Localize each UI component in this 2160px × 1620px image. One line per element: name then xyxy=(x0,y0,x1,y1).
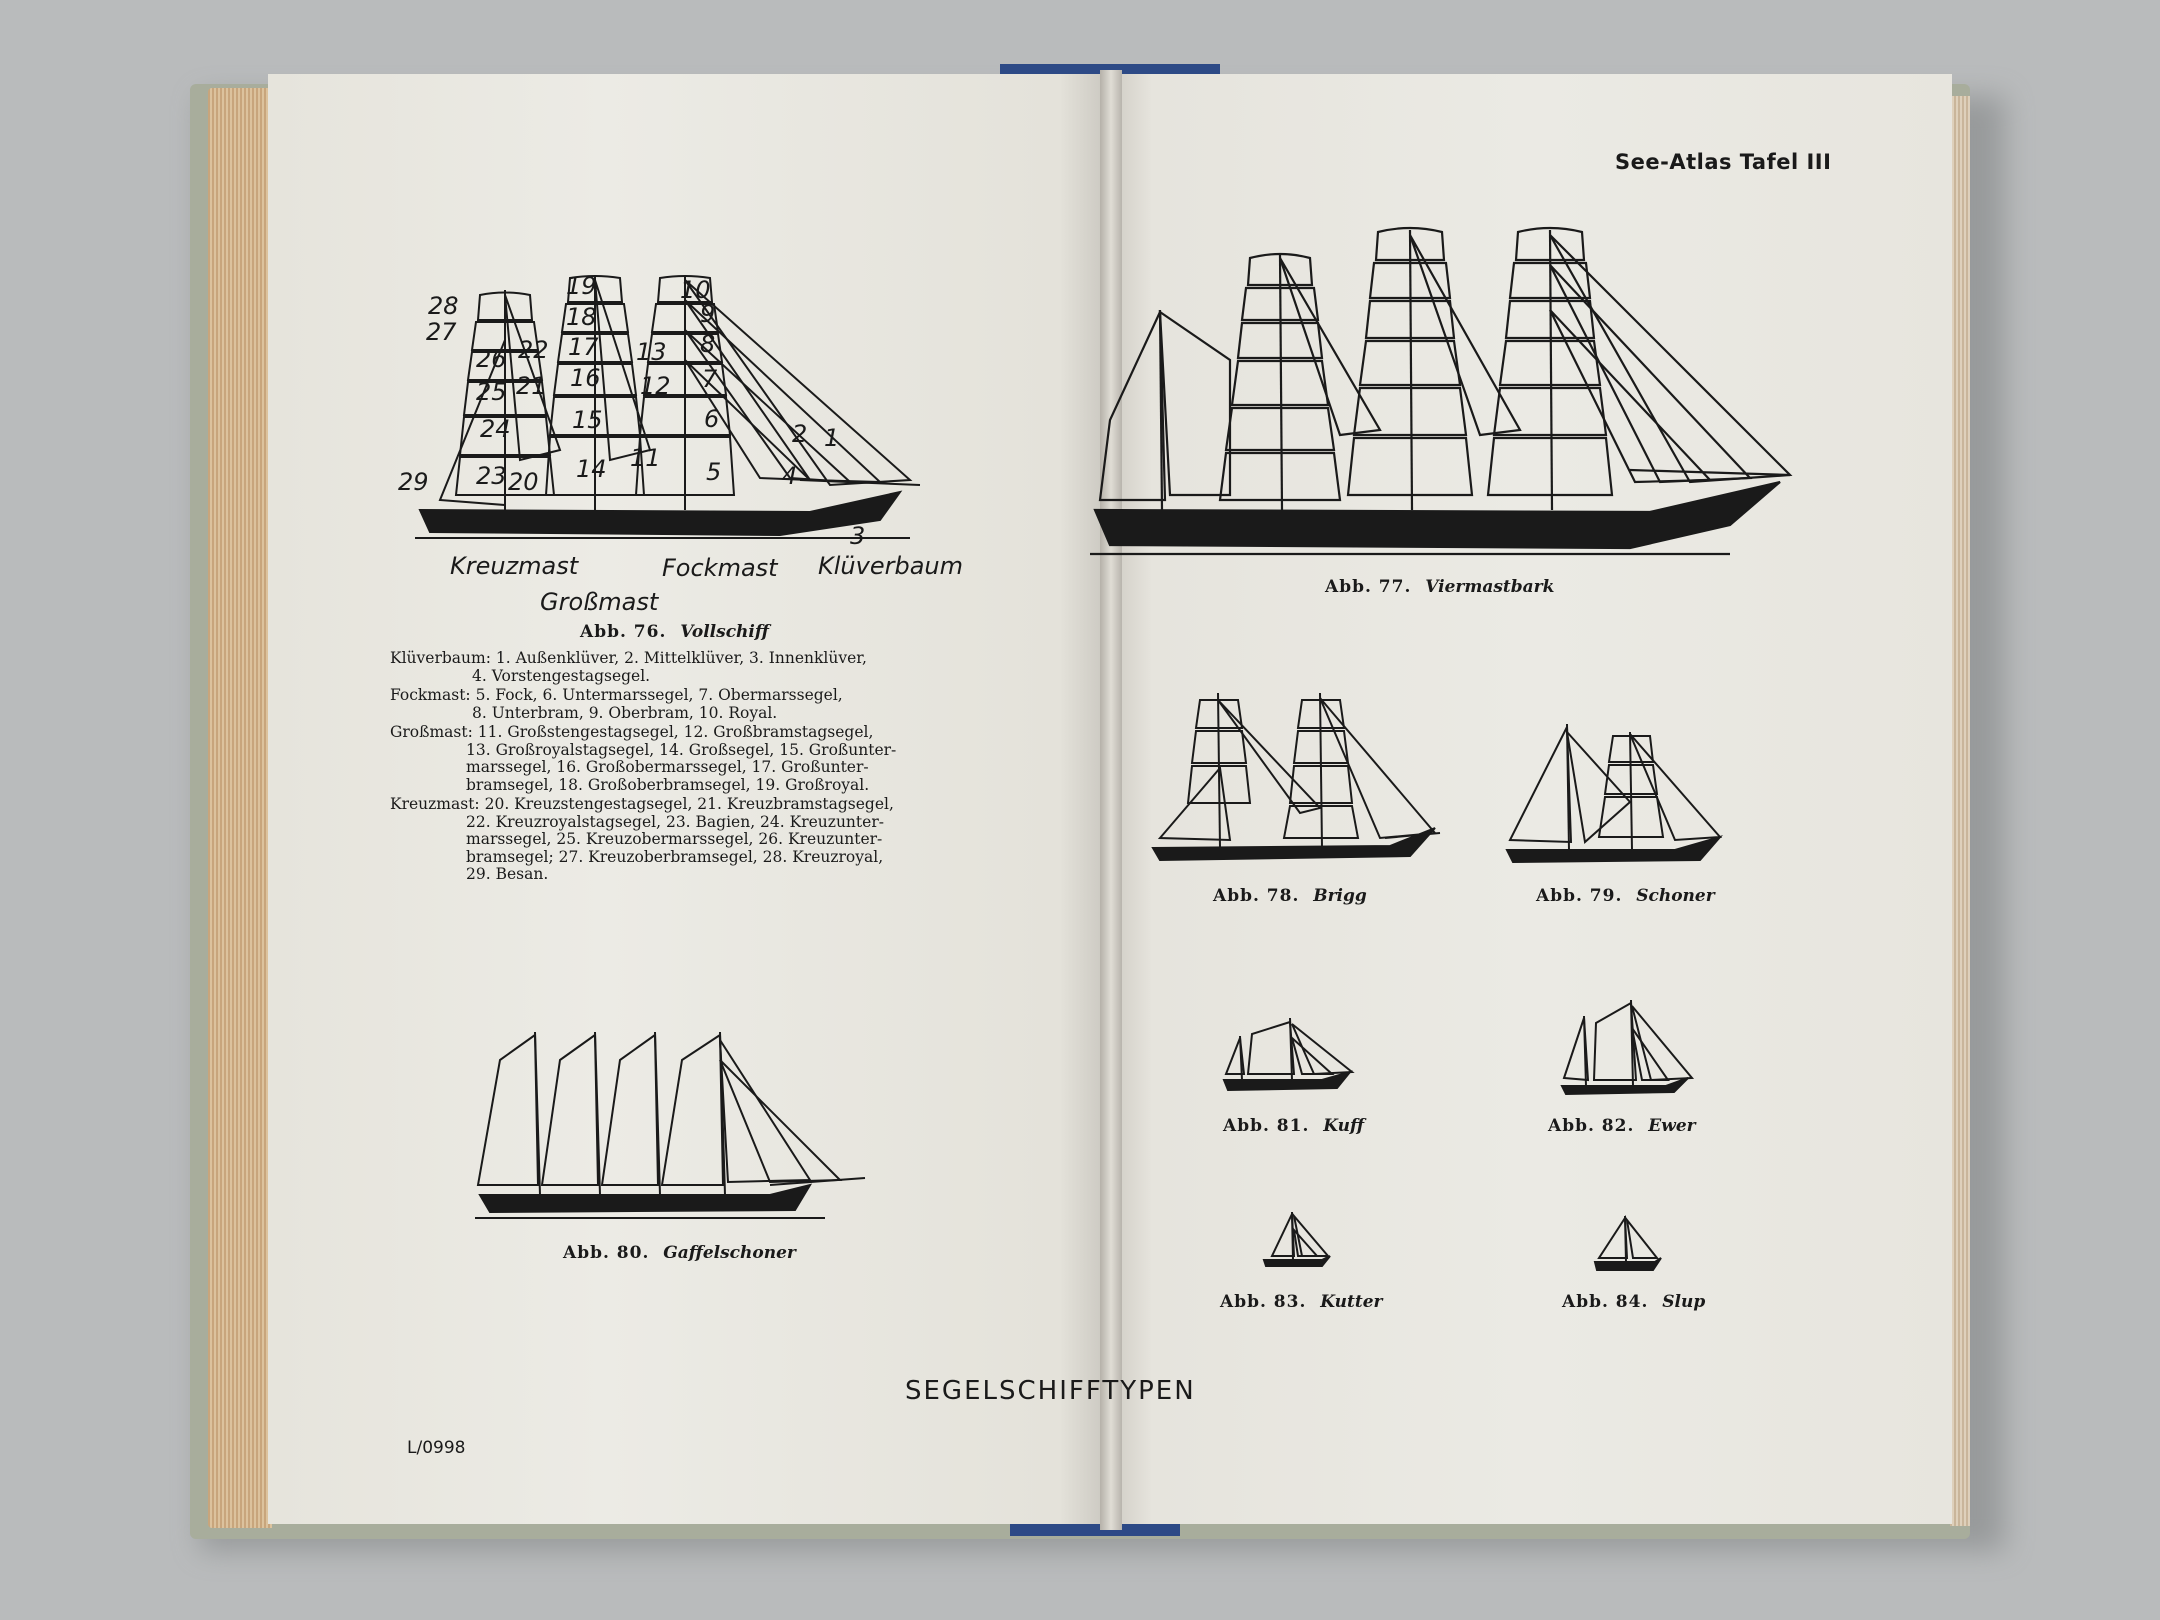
sail-number: 16 xyxy=(570,364,601,392)
brigg-illustration xyxy=(1150,688,1440,868)
mast-label-grossmast: Großmast xyxy=(540,588,659,616)
caption-abb-76: Abb. 76. Vollschiff xyxy=(580,622,769,642)
ewer-illustration xyxy=(1556,998,1696,1098)
sail-number: 21 xyxy=(516,372,547,400)
mast-label-fockmast: Fockmast xyxy=(662,554,778,582)
sail-number: 19 xyxy=(566,272,597,300)
caption-abb-84: Abb. 84. Slup xyxy=(1562,1292,1706,1312)
caption-abb-78: Abb. 78. Brigg xyxy=(1213,886,1367,906)
sail-number: 1 xyxy=(824,424,840,452)
sail-number: 17 xyxy=(568,333,599,361)
caption-abb-81: Abb. 81. Kuff xyxy=(1223,1116,1365,1136)
caption-abb-79: Abb. 79. Schoner xyxy=(1536,886,1715,906)
sail-legend xyxy=(390,650,950,884)
sail-number: 8 xyxy=(700,330,716,358)
sail-number: 27 xyxy=(426,318,457,346)
legend-fockmast: Fockmast: 5. Fock, 6. Untermarssegel, 7. Obermarssegel, 8. Unterbram, 9. Oberbram, 10. Royal. xyxy=(390,686,843,722)
page-header: See-Atlas Tafel III xyxy=(1615,150,1832,174)
sail-number: 28 xyxy=(428,292,459,320)
sail-number: 29 xyxy=(398,468,429,496)
sail-number: 4 xyxy=(782,462,798,490)
kuff-illustration xyxy=(1222,1014,1362,1094)
viermastbark-illustration xyxy=(1090,220,1810,560)
sail-number: 22 xyxy=(518,336,549,364)
sail-number: 11 xyxy=(630,444,661,472)
sail-number: 18 xyxy=(566,303,597,331)
slup-illustration xyxy=(1593,1214,1663,1274)
sail-number: 14 xyxy=(576,455,607,483)
schoner-illustration xyxy=(1505,722,1725,872)
mast-label-kreuzmast: Kreuzmast xyxy=(450,552,579,580)
sail-number: 13 xyxy=(636,338,667,366)
legend-kreuzmast: Kreuzmast: 20. Kreuzstengestagsegel, 21. Kreuzbramstagsegel, 22. Kreuzroyalstagsegel, 23. Bagien, 24. Kreuzunter- marssegel, 25. Kreuzobermarssegel, 26. Kreuzunter- bramsegel; 27. Kreuzoberbramsegel, 28. Kreuzroyal, 29. Besan. xyxy=(390,795,894,883)
legend-kluverbaum: Klüverbaum: 1. Außenklüver, 2. Mittelklüver, 3. Innenklüver, 4. Vorstengestagsegel. xyxy=(390,649,867,685)
sail-number: 12 xyxy=(640,372,671,400)
sail-number: 9 xyxy=(700,300,716,328)
sail-number: 15 xyxy=(572,406,603,434)
mast-label-kluverbaum: Klüverbaum xyxy=(818,552,963,580)
caption-abb-82: Abb. 82. Ewer xyxy=(1548,1116,1696,1136)
plate-title: SEGELSCHIFFTYPEN xyxy=(905,1376,1196,1406)
sail-number: 25 xyxy=(476,378,507,406)
sail-number: 10 xyxy=(680,276,711,304)
sail-number: 5 xyxy=(706,458,722,486)
sail-number: 6 xyxy=(704,405,720,433)
plate-code: L/0998 xyxy=(407,1438,466,1458)
sail-number: 26 xyxy=(476,345,507,373)
caption-abb-77: Abb. 77. Viermastbark xyxy=(1325,577,1555,597)
caption-abb-83: Abb. 83. Kutter xyxy=(1220,1292,1383,1312)
sail-number: 20 xyxy=(508,468,539,496)
kutter-illustration xyxy=(1262,1210,1332,1270)
sail-number: 24 xyxy=(480,415,511,443)
sail-number: 3 xyxy=(850,522,866,550)
sail-number: 23 xyxy=(476,462,507,490)
caption-abb-80: Abb. 80. Gaffelschoner xyxy=(563,1243,796,1263)
legend-grossmast: Großmast: 11. Großstengestagsegel, 12. Großbramstagsegel, 13. Großroyalstagsegel, 14. Großsegel, 15. Großunter- marssegel, 16. Großobermarssegel, 17. Großunter- bramsegel, 18. Großoberbramsegel, 19. Großroyal. xyxy=(390,723,897,794)
sail-number: 7 xyxy=(702,365,718,393)
page-edges-left xyxy=(208,88,272,1528)
page-edges-right xyxy=(1950,96,1970,1526)
sail-number: 2 xyxy=(792,420,808,448)
gaffelschoner-illustration xyxy=(470,1020,870,1220)
